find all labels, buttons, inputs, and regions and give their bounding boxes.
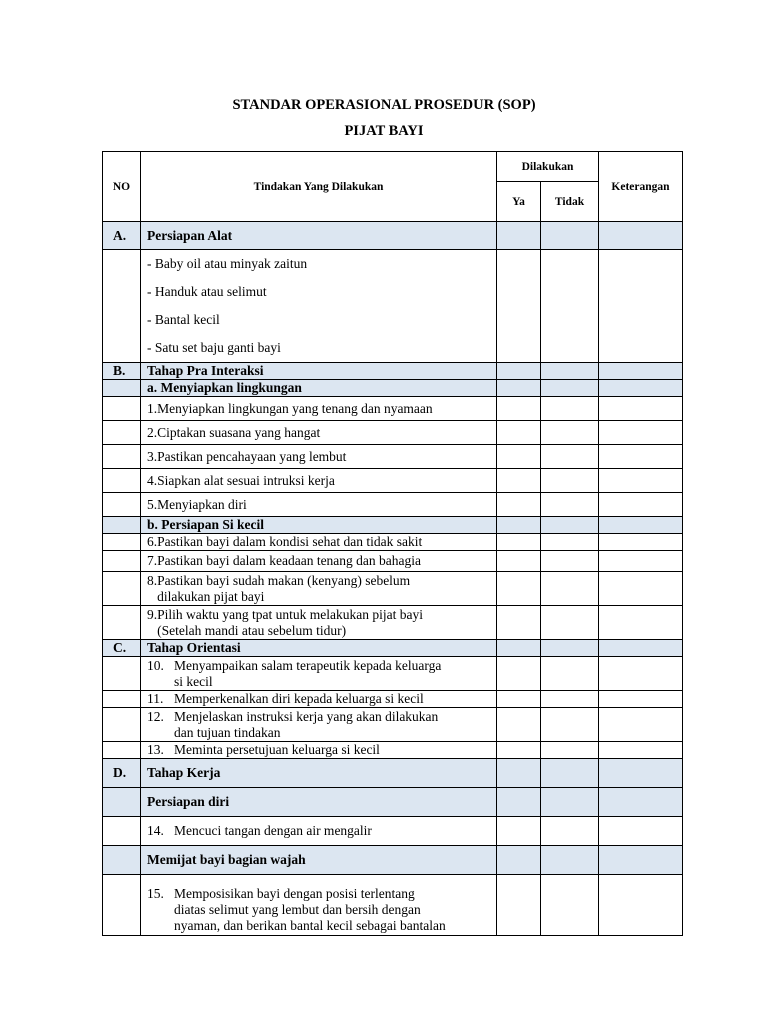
ya-cell[interactable]	[497, 517, 541, 534]
step-number: 11.	[147, 691, 164, 706]
section-label: Persiapan Alat	[141, 222, 497, 250]
subsection-row	[103, 380, 683, 397]
keterangan-cell[interactable]	[599, 788, 683, 817]
ya-cell[interactable]	[497, 445, 541, 469]
subsection-label: Memijat bayi bagian wajah	[141, 846, 497, 875]
sop-table	[102, 151, 683, 936]
step-text: Memposisikan bayi dengan posisi terlentang	[174, 886, 415, 901]
header-no: NO	[103, 152, 141, 222]
step-text: Menjelaskan instruksi kerja yang akan dilakukan	[174, 708, 439, 724]
table-row	[103, 551, 683, 572]
ya-cell[interactable]	[497, 493, 541, 517]
tidak-cell[interactable]	[541, 691, 599, 708]
ya-cell[interactable]	[497, 742, 541, 759]
step-number: 4.	[147, 472, 158, 488]
step-text: Siapkan alat sesuai intruksi kerja	[157, 472, 335, 488]
keterangan-cell[interactable]	[599, 759, 683, 788]
keterangan-cell[interactable]	[599, 640, 683, 657]
keterangan-cell[interactable]	[599, 380, 683, 397]
list-item: - Satu set baju ganti bayi	[147, 340, 281, 355]
ya-cell[interactable]	[497, 817, 541, 846]
table-row	[103, 397, 683, 421]
ya-cell[interactable]	[497, 469, 541, 493]
step-text: Meminta persetujuan keluarga si kecil	[174, 742, 380, 757]
tidak-cell[interactable]	[541, 875, 599, 936]
step-number: 7.	[147, 553, 158, 568]
subsection-label: b. Persiapan Si kecil	[141, 517, 497, 534]
keterangan-cell[interactable]	[599, 493, 683, 517]
keterangan-cell[interactable]	[599, 222, 683, 250]
keterangan-cell[interactable]	[599, 572, 683, 606]
tidak-cell[interactable]	[541, 572, 599, 606]
tidak-cell[interactable]	[541, 222, 599, 250]
keterangan-cell[interactable]	[599, 517, 683, 534]
step-number: 3.	[147, 448, 158, 464]
step-text: Pastikan bayi dalam kondisi sehat dan tidak sakit	[157, 534, 423, 549]
tidak-cell[interactable]	[541, 397, 599, 421]
tidak-cell[interactable]	[541, 846, 599, 875]
step-text-cont: (Setelah mandi atau sebelum tidur)	[157, 622, 347, 638]
tidak-cell[interactable]	[541, 493, 599, 517]
ya-cell[interactable]	[497, 606, 541, 640]
table-row	[103, 657, 683, 691]
tidak-cell[interactable]	[541, 657, 599, 691]
section-row-a	[103, 222, 683, 250]
step-text-cont: nyaman, dan berikan bantal kecil sebagai bantalan	[174, 918, 446, 933]
section-label: Tahap Orientasi	[141, 640, 497, 657]
list-item: - Handuk atau selimut	[147, 284, 267, 299]
tidak-cell[interactable]	[541, 551, 599, 572]
tidak-cell[interactable]	[541, 445, 599, 469]
table-row	[103, 250, 683, 363]
tidak-cell[interactable]	[541, 534, 599, 551]
ya-cell[interactable]	[497, 640, 541, 657]
section-no: A.	[103, 222, 141, 250]
table-row	[103, 421, 683, 445]
table-row	[103, 742, 683, 759]
ya-cell[interactable]	[497, 708, 541, 742]
tidak-cell[interactable]	[541, 380, 599, 397]
tidak-cell[interactable]	[541, 742, 599, 759]
step-text-cont: dan tujuan tindakan	[174, 724, 281, 740]
section-no: D.	[103, 759, 141, 788]
tidak-cell[interactable]	[541, 788, 599, 817]
ya-cell[interactable]	[497, 222, 541, 250]
step-text-cont: si kecil	[174, 673, 213, 689]
keterangan-cell[interactable]	[599, 657, 683, 691]
keterangan-cell[interactable]	[599, 363, 683, 380]
step-text-cont: dilakukan pijat bayi	[157, 588, 265, 604]
tidak-cell[interactable]	[541, 517, 599, 534]
tidak-cell[interactable]	[541, 363, 599, 380]
step-number: 2.	[147, 424, 158, 440]
document-title: STANDAR OPERASIONAL PROSEDUR (SOP)	[232, 97, 536, 113]
section-row-c	[103, 640, 683, 657]
step-text-cont: diatas selimut yang lembut dan bersih dengan	[174, 902, 421, 917]
step-text: Menyiapkan diri	[157, 496, 247, 512]
step-number: 8.	[147, 572, 158, 588]
subsection-row	[103, 846, 683, 875]
tidak-cell[interactable]	[541, 817, 599, 846]
ya-cell[interactable]	[497, 363, 541, 380]
subsection-label: a. Menyiapkan lingkungan	[141, 380, 497, 397]
step-number: 14.	[147, 823, 164, 838]
document-subtitle: PIJAT BAYI	[344, 123, 424, 139]
tidak-cell[interactable]	[541, 421, 599, 445]
step-text: Memperkenalkan diri kepada keluarga si kecil	[174, 691, 424, 706]
step-number: 1.	[147, 400, 158, 416]
header-tidak: Tidak	[541, 182, 599, 222]
tidak-cell[interactable]	[541, 759, 599, 788]
keterangan-cell[interactable]	[599, 551, 683, 572]
step-number: 15.	[147, 886, 164, 901]
step-number: 13.	[147, 742, 164, 757]
ya-cell[interactable]	[497, 551, 541, 572]
keterangan-cell[interactable]	[599, 691, 683, 708]
table-row	[103, 875, 683, 936]
step-number: 5.	[147, 496, 158, 512]
header-dilakukan: Dilakukan	[497, 152, 599, 182]
header-tindakan: Tindakan Yang Dilakukan	[141, 152, 497, 222]
ya-cell[interactable]	[497, 691, 541, 708]
step-number: 9.	[147, 606, 158, 622]
step-text: Pastikan pencahayaan yang lembut	[157, 448, 347, 464]
header-keterangan: Keterangan	[599, 152, 683, 222]
table-row	[103, 493, 683, 517]
table-row	[103, 606, 683, 640]
keterangan-cell[interactable]	[599, 875, 683, 936]
step-text: Menyampaikan salam terapeutik kepada keluarga	[174, 657, 442, 673]
ya-cell[interactable]	[497, 380, 541, 397]
tidak-cell[interactable]	[541, 469, 599, 493]
table-row	[103, 469, 683, 493]
step-text: Pastikan bayi dalam keadaan tenang dan bahagia	[157, 553, 422, 568]
list-item: - Baby oil atau minyak zaitun	[147, 256, 308, 271]
step-number: 12.	[147, 708, 164, 724]
step-text: Mencuci tangan dengan air mengalir	[174, 823, 372, 838]
list-item: - Bantal kecil	[147, 312, 220, 327]
subsection-row	[103, 517, 683, 534]
keterangan-cell[interactable]	[599, 469, 683, 493]
ya-cell[interactable]	[497, 572, 541, 606]
step-text: Menyiapkan lingkungan yang tenang dan nyamaan	[157, 400, 433, 416]
step-number: 10.	[147, 657, 164, 673]
table-row	[103, 817, 683, 846]
keterangan-cell[interactable]	[599, 421, 683, 445]
ya-cell[interactable]	[497, 759, 541, 788]
step-text: Pastikan bayi sudah makan (kenyang) sebelum	[157, 572, 411, 588]
keterangan-cell[interactable]	[599, 250, 683, 363]
subsection-label: Persiapan diri	[141, 788, 497, 817]
table-row	[103, 708, 683, 742]
step-text: Ciptakan suasana yang hangat	[157, 424, 321, 440]
ya-cell[interactable]	[497, 846, 541, 875]
step-text: Pilih waktu yang tpat untuk melakukan pijat bayi	[157, 606, 423, 622]
ya-cell[interactable]	[497, 250, 541, 363]
subsection-row	[103, 788, 683, 817]
section-row-d	[103, 759, 683, 788]
ya-cell[interactable]	[497, 875, 541, 936]
section-row-b	[103, 363, 683, 380]
keterangan-cell[interactable]	[599, 846, 683, 875]
tidak-cell[interactable]	[541, 250, 599, 363]
section-no: C.	[103, 640, 141, 657]
section-no: B.	[103, 363, 141, 380]
tidak-cell[interactable]	[541, 708, 599, 742]
ya-cell[interactable]	[497, 421, 541, 445]
keterangan-cell[interactable]	[599, 708, 683, 742]
section-label: Tahap Pra Interaksi	[141, 363, 497, 380]
table-row	[103, 534, 683, 551]
tidak-cell[interactable]	[541, 606, 599, 640]
tidak-cell[interactable]	[541, 640, 599, 657]
step-number: 6.	[147, 534, 158, 549]
ya-cell[interactable]	[497, 788, 541, 817]
table-row	[103, 445, 683, 469]
section-label: Tahap Kerja	[141, 759, 497, 788]
ya-cell[interactable]	[497, 397, 541, 421]
header-ya: Ya	[497, 182, 541, 222]
keterangan-cell[interactable]	[599, 606, 683, 640]
keterangan-cell[interactable]	[599, 397, 683, 421]
keterangan-cell[interactable]	[599, 445, 683, 469]
ya-cell[interactable]	[497, 657, 541, 691]
keterangan-cell[interactable]	[599, 534, 683, 551]
keterangan-cell[interactable]	[599, 817, 683, 846]
keterangan-cell[interactable]	[599, 742, 683, 759]
equipment-list	[141, 250, 497, 363]
table-row	[103, 572, 683, 606]
table-row	[103, 691, 683, 708]
ya-cell[interactable]	[497, 534, 541, 551]
